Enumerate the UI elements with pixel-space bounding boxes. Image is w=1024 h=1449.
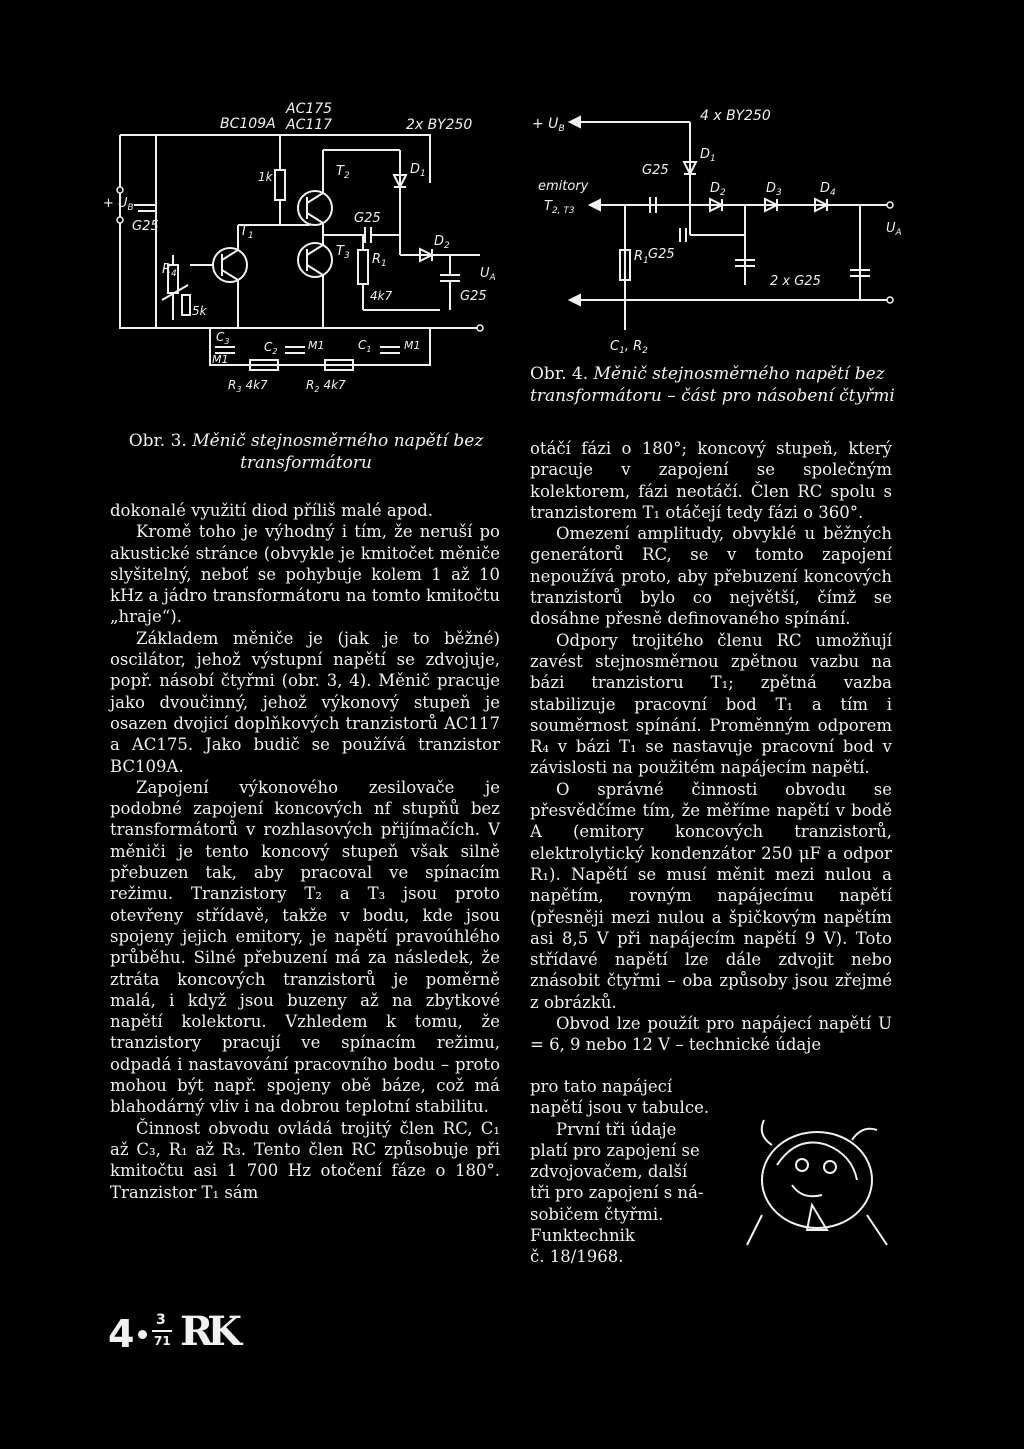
tail-line: napětí jsou v tabulce. [530,1098,710,1118]
label-5k: 5k [192,304,207,318]
label-bc109a: BC109A [220,116,276,132]
left-paragraph-2: Kromě toho je výhodný i tím, že neruší po akustické stránce (obvykle je kmitočet měniče slyšitelný, neboť se pohybuje kolem 1 až 10 kHz a jádro transformátoru na tomto kmitočtu „hraje“). [110,522,500,627]
issue-fraction-line [152,1330,172,1332]
label-ub: + $U_B$ [532,116,565,134]
label-4xby250: 4 x BY250 [700,108,771,124]
label-r4: $R_4$ [162,262,177,279]
figure-4-caption-line1: Obr. 4. Měnič stejnosměrného napětí bez [530,364,885,384]
tail-line: pro tato napájecí [530,1077,673,1096]
label-c1: $C_1$ [358,338,372,354]
label-emitory: emitory [538,179,589,194]
label-d1: $D_1$ [410,162,426,179]
label-g25-top: G25 [642,163,669,178]
label-t2-t3: $T_{2, T}3$ [544,199,575,216]
label-r3: $R_3$ 4k7 [228,378,268,394]
label-g25-out: G25 [460,289,487,304]
right-column-tail [530,1076,730,1268]
label-t2: $T_2$ [336,164,350,181]
label-ub: + $U_B$ [103,196,134,213]
label-2xby250: 2x BY250 [406,117,473,133]
figure-4-caption [530,363,930,407]
label-ua: $U_A$ [480,266,496,283]
figure-3-caption-text: Měnič stejnosměrného napětí bez transformátoru [192,431,484,473]
right-paragraph-1: otáčí fázi o 180°; koncový stupeň, který pracuje v zapojení se společným kolektorem, fázi neotáčí. Člen RC spolu s tranzistorem T₁ otáčejí tedy fázi o 360°. [530,439,892,522]
label-c3-value: M1 [212,353,229,366]
tail-line: zdvojovačem, další [530,1162,688,1182]
tail-line: č. 18/1968. [530,1247,624,1267]
left-paragraph-4: Zapojení výkonového zesilovače je podobné zapojení koncových nf stupňů bez transformátorů v rozhlasových přijímačích. V měniči je tento koncový stupeň však silně přebuzen tak, aby pracoval ve spínacím režimu. Tranzistory T₂ a T₃ jsou proto otevřeny střídavě, takže v bodu, kde jsou spojeny jejich emitory, je napětí pravoúhlého průběhu. Silné přebuzení má za následek, že ztráta koncových tranzistorů je poměrně malá, i když jsou buzeny až na zbytkové napětí kolektoru. Vzhledem k tomu, že tranzistory pracují ve spínacím režimu, odpadá i nastavování pracovního bodu – proto mohou být např. spojeny obě báze, což má blahodárný vliv i na dobrou teplotní stabilitu. [110,777,500,1117]
tail-line: tři pro zapojení s ná- [530,1183,704,1203]
label-g25-in: G25 [132,219,159,234]
right-paragraph-2: Omezení amplitudy, obvyklé u běžných generátorů RC, se v tomto zapojení nepoužívá proto, aby přebuzení koncových tranzistorů bylo co největší, čímž se dosáhne přesně definovaného spínání. [530,524,892,629]
label-g25-mid: G25 [354,211,381,226]
label-d3: $D_3$ [766,181,782,198]
label-t1: $T_1$ [240,224,254,241]
label-2xg25: 2 x G25 [770,274,821,289]
tail-line: sobičem čtyřmi. [530,1204,664,1224]
label-ac117: AC117 [286,117,333,133]
figure-4-caption-line2: transformátoru – část pro násobení čtyřmi [530,386,895,406]
page-number: 4 [108,1312,135,1356]
label-r1-value: 4k7 [370,289,393,303]
label-c1-value: M1 [404,339,421,352]
tail-line: První tři údaje [556,1119,677,1139]
label-d4: $D_4$ [820,181,836,198]
right-paragraph-4: O správné činnosti obvodu se přesvědčíme tím, že měříme napětí v bodě A (emitory koncových tranzistorů, elektrolytický kondenzátor 250 μF a odpor R₁). Napětí se musí měnit mezi nulou a napětím, rovným napájecímu napětí (přesněji mezi nulou a špičkovým napětím asi 8,5 V při napájecím napětí 9 V). Toto střídavé napětí lze dále zdvojit nebo znásobit čtyřmi – oba způsoby jsou zřejmé z obrázků. [530,779,892,1012]
label-r1: $R_1$ [634,249,649,266]
right-column [530,438,892,1056]
label-ua: $U_A$ [886,221,902,238]
figure-3-schematic [100,95,510,400]
label-t3: $T_3$ [336,244,350,261]
right-paragraph-5: Obvod lze použít pro napájecí napětí U = 6, 9 nebo 12 V – technické údaje [530,1014,892,1055]
label-1k: 1k [258,170,273,184]
tail-line: Funktechnik [530,1226,635,1246]
issue-number-top: 3 [156,1312,166,1328]
left-paragraph-5: Činnost obvodu ovládá trojitý člen RC, C₁ až C₃, R₁ až R₃. Tento člen RC způsobuje při kmitočtu asi 1 700 Hz otočení fáze o 180°. Tranzistor T₁ sám [110,1118,500,1202]
cartoon-illustration [742,1105,892,1255]
tail-line: platí pro zapojení se [530,1140,700,1160]
label-c2-value: M1 [308,339,325,352]
figure-3-number: Obr. 3. [128,431,187,451]
label-c2: $C_2$ [264,340,278,356]
label-r2: $R_2$ 4k7 [306,378,346,394]
right-paragraph-3: Odpory trojitého členu RC umožňují zavést stejnosměrnou zpětnou vazbu na bázi tranzistoru T₁; zpětná vazba stabilizuje pracovní bod T₁ a tím i souměrnost spínání. Proměnným odporem R₄ v bázi T₁ se nastavuje pracovní bod v závislosti na použitém napájecím napětí. [530,630,892,778]
label-d2: $D_2$ [710,181,726,198]
figure-4-number: Obr. 4. [530,364,589,384]
issue-number-bottom: 71 [154,1334,171,1348]
label-d2: $D_2$ [434,234,450,251]
left-column [110,500,500,1203]
page-footer [108,1308,308,1368]
label-r1: $R_1$ [372,252,387,269]
label-g25-mid: G25 [648,247,675,262]
left-paragraph-1: dokonalé využití diod příliš malé apod. [110,501,434,520]
magazine-logo: RK [180,1308,237,1355]
left-paragraph-3: Základem měniče je (jak je to běžné) oscilátor, jehož výstupní napětí se zdvojuje, popř. násobí čtyřmi (obr. 3, 4). Měnič pracuje jako dvoučinný, jehož výkonový stupeň je osazen dvojicí doplňkových tranzistorů AC117 a AC175. Jako budič se používá tranzistor BC109A. [110,628,500,776]
label-d1: $D_1$ [700,147,716,164]
label-c1-r2: $C_1$, $R_2$ [610,339,648,356]
label-c3: $C_3$ [216,330,230,346]
figure-4-schematic [530,100,910,365]
bullet-dot [138,1330,147,1339]
label-ac175: AC175 [286,101,333,117]
figure-3-caption [110,430,502,474]
